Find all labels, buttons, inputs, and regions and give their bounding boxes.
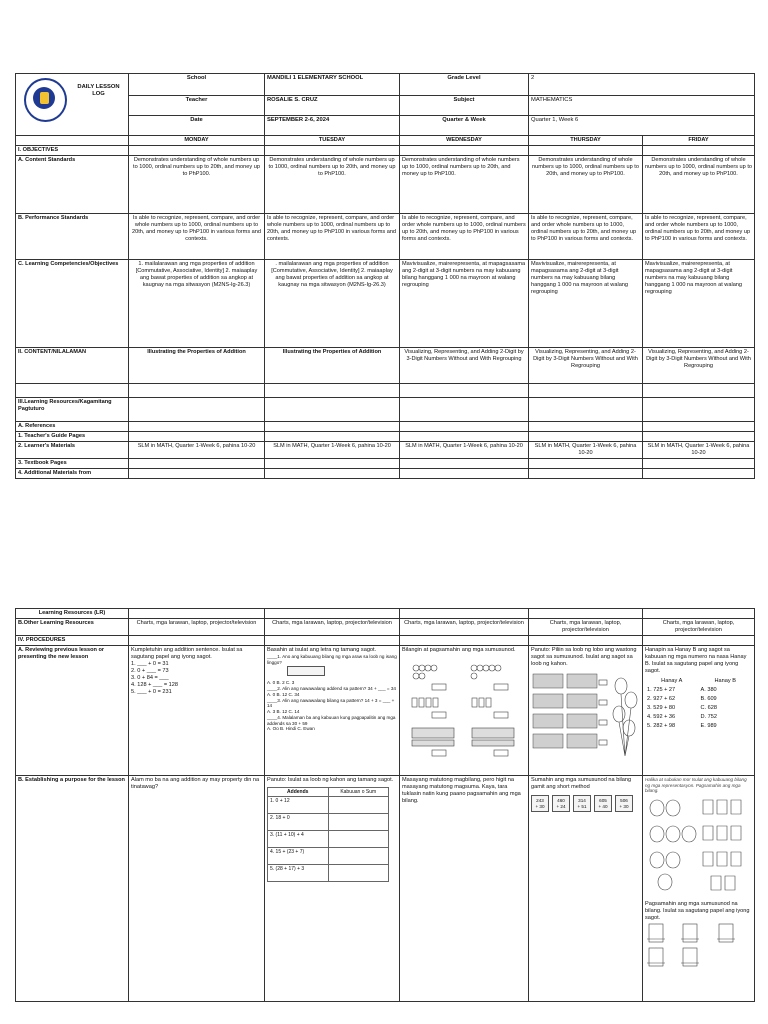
money-bags-picture [645,794,749,894]
lesson-log-page-2 [15,608,755,1002]
performance-standard-thu: Is able to recognize, represent, compare, and order whole numbers up to 1000, ordinal numbers up to 20th, and money up to PhP100 in various forms and contexts. [529,213,643,259]
money-bag-icon [703,800,741,814]
teachers-guide-label: 1. Teacher's Guide Pages [16,431,129,441]
doc-title: DAILY LESSON LOG [77,84,120,98]
other-res-mon: Charts, mga larawan, laptop, projector/television [129,618,265,635]
list-item: 1. ___ + 0 = 31 [131,660,169,667]
other-res-thu: Charts, mga larawan, laptop, projector/television [529,618,643,635]
list-item: ____4. Malalaman ba ang kabuuan kung pagpapalitin ang mga addends sa 30 + 59 [267,714,396,726]
quarter-value: Quarter 1, Week 6 [529,116,755,136]
performance-standards-label: B. Performance Standards [16,213,129,259]
purpose-mon: Alam mo ba na ang addition ay may property din na tinatawag? [129,775,265,1001]
lr-label: Learning Resources (LR) [16,609,129,619]
competency-fri: Mavivisualize, mairerepresenta, at mapagsasama ang 2-digit at 3-digit numbers na may kabuuang bilang hanggang 1 000 na mayroon at walang regrouping [643,259,755,347]
deped-seal-icon [24,78,67,122]
performance-standard-fri: Is able to recognize, represent, compare, and order whole numbers up to 1000, ordinal numbers up to 20th, and money up to PhP100 in various forms and contexts. [643,213,755,259]
textbook-label: 3. Textbook Pages [16,458,129,468]
money-bag-icon [650,826,696,842]
day-friday: FRIDAY [643,136,755,146]
content-standard-fri: Demonstrates understanding of whole numbers up to 1000, ordinal numbers up to 20th, and money up to PhP100. [643,155,755,213]
table-row: 5. 282 + 98 [647,722,676,729]
date-value: SEPTEMBER 2-6, 2024 [265,116,400,136]
balloon-icon [613,678,637,736]
fruit-group-icon [412,728,454,746]
additional-materials-label: 4. Additional Materials from [16,468,129,478]
performance-standard-wed: Is able to recognize, represent, compare, and order whole numbers up to 1000, ordinal numbers up to 20th, and money up to PhP100 in various forms and contexts. [400,213,529,259]
lm-mon: SLM in MATH, Quarter 1-Week 6, pahina 10-20 [129,441,265,458]
day-monday: MONDAY [129,136,265,146]
other-res-wed: Charts, mga larawan, laptop, projector/television [400,618,529,635]
competency-tue: . mailalarawan ang mga properties of addition [Commutative, Associative, Identity] 2. maiaaplay ang bawat properties of addition sa angkop at kaugnay na mga sitwasyon (M2NS-Ig-26.3) [265,259,400,347]
school-value: MANDILI 1 ELEMENTARY SCHOOL [265,74,400,96]
date-label: Date [129,116,265,136]
performance-standard-tue: Is able to recognize, represent, compare, and order whole numbers up to 1000, ordinal numbers up to 20th, and money up to PhP100 in various forms and contexts. [265,213,400,259]
mini-worksheet-caption: Halika at subukan mo! Isulat ang kabuuang bilang ng mga representasyon. Pagsamahin ang mga bilang. [645,776,747,794]
list-item: A. Oo B. Hindi C. Ewan [267,726,315,732]
table-row: 1. 0 + 12 [268,797,329,814]
content-standard-mon: Demonstrates understanding of whole numbers up to 1000, ordinal numbers up to 20th, and money up to PhP100. [129,155,265,213]
calendar-picture [287,666,325,676]
learners-materials-label: 2. Learner's Materials [16,441,129,458]
counting-pictures [402,656,526,760]
review-mon: Kumpletuhin ang addition sentence. Isulat sa sagutang papel ang iyong sagot. 1. ___ + 0 = 31 2. 0 + ___ = 73 3. 0 + 84 = ___ 4. 128 + ___ = 128 5. ___ + 0 = 231 [129,645,265,775]
lesson-log-page-1 [15,73,755,479]
list-item: A. 0 B. 2 C. 3 [267,680,295,686]
reviewing-label: A. Reviewing previous lesson or presenting the new lesson [16,645,129,775]
school-label: School [129,74,265,96]
fruit-group-icon [472,728,514,746]
purpose-label: B. Establishing a purpose for the lesson [16,775,129,1001]
day-wednesday: WEDNESDAY [400,136,529,146]
teacher-label: Teacher [129,96,265,116]
purpose-fri: Halika at subukan mo! Isulat ang kabuuang bilang ng mga representasyon. Pagsamahin ang mga bilang. Pagsamahin ang mga sumusunod na bilang. Isulat sa sagutang papel ang iyong sagot. [643,775,755,1001]
other-resources-label: B.Other Learning Resources [16,618,129,635]
other-res-tue: Charts, mga larawan, laptop, projector/television [265,618,400,635]
content-wed: Visualizing, Representing, and Adding 2-Digit by 3-Digit Numbers Without and With Regrouping [400,347,529,383]
content-label: II. CONTENT/NILALAMAN [16,347,129,383]
list-item: ____3. Alin ang nawawalang bilang sa pattern? 14 + 3 = ___ + 14 [267,697,395,709]
table-row: 2. 927 + 62 [647,695,676,702]
money-bag-icon [703,826,741,840]
table-row: 3. (11 + 10) + 4 [268,831,329,848]
money-bag-icon [658,874,672,890]
column-addition-picture [645,922,749,970]
hanay-b-label: Hanay B [714,677,736,684]
content-fri: Visualizing, Representing, and Adding 2-Digit by 3-Digit Numbers Without and With Regrouping [643,347,755,383]
lm-tue: SLM in MATH, Quarter 1-Week 6, pahina 10-20 [265,441,400,458]
addends-table [267,787,389,882]
quarter-label: Quarter & Week [400,116,529,136]
addition-card: 460 + 24 [552,795,570,812]
money-bag-icon [650,800,680,816]
content-thu: Visualizing, Representing, and Adding 2-Digit by 3-Digit Numbers Without and With Regrouping [529,347,643,383]
list-item: 2. 0 + ___ = 73 [131,667,169,674]
fruit-group-icon [472,698,491,707]
list-item: ____1. Ano ang kabuuang bilang ng mga araw sa loob ng isang linggo? [267,653,397,665]
table-row: 3. 529 + 80 [647,704,676,711]
hanay-a-label: Hanay A [661,677,683,684]
list-item: 4. 128 + ___ = 128 [131,681,178,688]
subject-value: MATHEMATICS [529,96,755,116]
content-standard-wed: Demonstrates understanding of whole numbers up to 1000, ordinal numbers up to 20th, and money up to PhP100. [400,155,529,213]
objectives-label: I. OBJECTIVES [16,145,129,155]
resources-label: III.Learning Resources/Kagamitang Pagtuturo [16,397,129,421]
lm-fri: SLM in MATH, Quarter 1-Week 6, pahina 10-20 [643,441,755,458]
content-mon: Illustrating the Properties of Addition [129,347,265,383]
list-item: A. 0 B. 12 C. 34 [267,691,300,697]
competencies-label: C. Learning Competencies/Objectives [16,259,129,347]
review-tue: Basahin at isulat ang letra ng tamang sagot. ____1. Ano ang kabuuang bilang ng mga araw sa loob ng isang linggo? A. 0 B. 2 C. 3 ____2. Alin ang nawawalang addend sa pattern? 34 + ___ = 34 A. 0 B. 12 C. 34 ____3. Alin ang nawawalang bilang sa pattern? 14 + 3 = ___ + 14 A. 3 B. 12 C. 14 ____4. Malalaman ba ang kabuuan kung pagpapalitin ang mga addends sa 30 + 59 A. Oo B. Hindi C. Ewan [265,645,400,775]
grade-label: Grade Level [400,74,529,96]
list-item: A. 3 B. 12 C. 14 [267,709,300,715]
day-thursday: THURSDAY [529,136,643,146]
lm-thu: SLM in MATH, Quarter 1-Week 6, pahina 10-20 [529,441,643,458]
table-row: 5. (28 + 17) + 3 [268,865,329,882]
money-bag-icon [703,852,741,866]
purpose-thu: Sumahin ang mga sumusunod na bilang gamit ang short method 243 + 30 460 + 24 314 + 51 605 + 40 506 + 30 [529,775,643,1001]
competency-mon: 1. mailalarawan ang mga properties of addition [Commutative, Associative, Identity] 2. maiaaplay ang bawat properties of addition sa angkop at kaugnay na mga sitwasyon (M2NS-Ig-26.3) [129,259,265,347]
other-res-fri: Charts, mga larawan, laptop, projector/television [643,618,755,635]
money-bag-icon [711,876,735,890]
fruit-group-icon [471,665,501,679]
sum-header: Kabuuan o Sum [328,787,389,796]
review-wed: Bilangin at pagsamahin ang mga sumusunod. [400,645,529,775]
addition-card: 506 + 30 [615,795,633,812]
performance-standard-mon: Is able to recognize, represent, compare, and order whole numbers up to 1000, ordinal numbers up to 20th, and money up to PhP100 in various forms and contexts. [129,213,265,259]
header-logo-cell [16,74,129,136]
content-tue: Illustrating the Properties of Addition [265,347,400,383]
base-ten-blocks-picture [531,670,639,758]
table-row: 1. 725 + 27 [647,686,676,693]
table-row: 2. 18 + 0 [268,814,329,831]
teacher-value: ROSALIE S. CRUZ [265,96,400,116]
list-item: 3. 0 + 84 = ___ [131,674,169,681]
purpose-wed: Masayang matutong magbilang, pero higit na masayang matutong magsuma. Kaya, tara tuklasin natin kung paano pagsamahin ang mga bilang. [400,775,529,1001]
table-row: 4. 15 + (23 + 7) [268,848,329,865]
list-item: ____2. Alin ang nawawalang addend sa pattern? 34 + ___ = 34 [267,686,396,692]
lm-wed: SLM in MATH, Quarter 1-Week 6, pahina 10-20 [400,441,529,458]
subject-label: Subject [400,96,529,116]
content-standards-label: A. Content Standards [16,155,129,213]
addition-card: 243 + 30 [531,795,549,812]
addition-card: 314 + 51 [573,795,591,812]
hanay-table: Hanay A Hanay B 1. 725 + 27 A. 380 2. 927 + 62 B. 609 3. 529 + 80 C. 628 4. 592 + 36 D. 752 5. 282 + 98 E. 989 [645,677,752,731]
grade-value: 2 [529,74,755,96]
procedures-label: IV. PROCEDURES [16,635,129,645]
day-tuesday: TUESDAY [265,136,400,146]
references-label: A. References [16,421,129,431]
content-standard-thu: Demonstrates understanding of whole numbers up to 1000, ordinal numbers up to 20th, and money up to PhP100. [529,155,643,213]
addends-header: Addends [268,787,329,796]
fruit-group-icon [413,665,437,679]
review-fri: Hanapin sa Hanay B ang sagot sa kabuuan ng mga numero na nasa Hanay B. Isulat sa sagutang papel ang iyong sagot. Hanay A Hanay B 1. 725 + 27 A. 380 2. 927 + 62 B. 609 3. 529 + 80 C. 628 4. 592 + 36 D. 752 5. 282 + 98 E. 989 [643,645,755,775]
review-thu: Panuto: Piliin sa loob ng lobo ang wastong sagot sa sumusunod. Isulat ang sagot sa loob ng kahon. [529,645,643,775]
addition-cards [531,795,640,812]
money-bag-icon [650,852,680,868]
content-standard-tue: Demonstrates understanding of whole numbers up to 1000, ordinal numbers up to 20th, and money up to PhP100. [265,155,400,213]
competency-wed: Mavivisualize, mairerepresenta, at mapagsasama ang 2-digit at 3-digit numbers na may kabuuang bilang hanggang 1 000 na mayroon at walang regrouping [400,259,529,347]
addition-card: 605 + 40 [594,795,612,812]
table-row: 4. 592 + 36 [647,713,676,720]
competency-thu: Mavivisualize, mairerepresenta, at mapagsasama ang 2-digit at 3-digit numbers na may kabuuang bilang hanggang 1 000 na mayroon at walang regrouping [529,259,643,347]
fruit-group-icon [412,698,438,707]
list-item: 5. ___ + 0 = 231 [131,688,172,695]
purpose-tue: Panuto: Isulat sa loob ng kahon ang tamang sagot. Addends Kabuuan o Sum 1. 0 + 12 2. 18 + 0 3. (11 + 10) + 4 4. 15 + (23 + 7) 5. (28 + 17) + 3 [265,775,400,1001]
